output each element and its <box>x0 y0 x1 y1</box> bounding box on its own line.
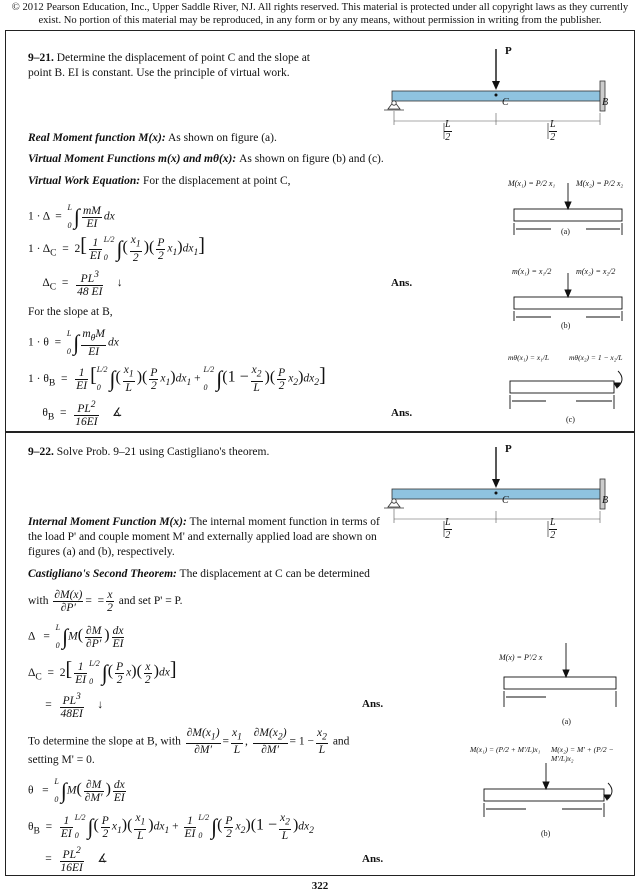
virtual-moment-text: As shown on figure (b) and (c). <box>239 153 384 165</box>
point-c-label: C <box>502 495 509 506</box>
hand-c1-right: mθ(x₂) = 1 − x₂/L <box>569 353 623 362</box>
eq-partial-derivative: with $\frac{\partial M(x)}{\partial P'}$ = = $\frac{x}{2}$ and set P' = P. <box>28 589 183 614</box>
and-text: and <box>332 735 350 748</box>
hand-b2-right: M(x₂) = M' + (P/2 − M'/L)x₂ <box>551 745 614 763</box>
answer-label-4: Ans. <box>362 853 384 865</box>
problem-9-22-box <box>5 432 635 876</box>
virtual-moment-line <box>28 152 384 167</box>
hand-b1-label: (b) <box>561 321 571 330</box>
castigliano-line <box>28 567 380 582</box>
internal-moment-paragraph <box>28 515 380 560</box>
eq-castigliano-delta-c: $\Delta_C = 2$[ $\frac{1}{EI}$ L/2 0 ∫( $\frac{P}{2}$ x)( $\frac{x}{2}$ )dx] <box>28 658 177 686</box>
slope-intro-text: To determine the slope at B, with <box>28 735 181 748</box>
hand-b2-label: (b) <box>541 829 551 838</box>
span-label-right: $\frac{L}{2}$ <box>550 119 556 143</box>
problem-text: Determine the displacement of point C and the slope at point B. EI is constant. Use the principle of virtual work. <box>28 52 310 79</box>
answer-label-3: Ans. <box>362 698 384 710</box>
internal-moment-text: The internal moment function in terms of the load P' and couple moment M' and externally applied load are shown on figures (a) and (b), respectively. <box>28 516 380 558</box>
page-number: 322 <box>311 880 329 892</box>
eq-theta-b-result: $\theta_B$ = $\frac{PL^2}{16EI}$ ∡ <box>28 399 123 428</box>
virtual-work-text: For the displacement at point C, <box>142 175 291 187</box>
eq-slope-b: $1 \cdot \theta_B$ = $\frac{1}{EI}$ [ L/2 0 ∫( $\frac{x_1}{L}$ )( $\frac{P}{2}$ $x_1)dx_1$ + L/2 0 ∫(1 − $\frac{x_2}{L}$ )( $\frac{P}{2}$ $x_2)dx_2$] <box>28 364 326 394</box>
set-text: and set P' = P. <box>118 595 183 608</box>
slope-intro: For the slope at B, <box>28 306 113 318</box>
virtual-work-heading: Virtual Work Equation: <box>28 175 141 187</box>
hand-a2-label: (a) <box>562 717 571 726</box>
eq-castigliano-delta: Δ = L 0 ∫M( $\frac{\partial M}{\partial P'}$ ) $\frac{dx}{EI}$ <box>28 623 124 650</box>
hand-c1-left: mθ(x₁) = x₁/L <box>508 353 550 362</box>
point-b-label: B <box>602 97 609 108</box>
span-label-right: $\frac{L}{2}$ <box>550 517 556 541</box>
castigliano-text: The displacement at C can be determined <box>179 568 370 580</box>
hand-a2-left: M(x) = P'/2 x <box>499 653 543 662</box>
point-b-label: B <box>602 495 609 506</box>
eq-castigliano-theta-b: $\theta_B$ = $\frac{1}{EI}$ L/2 0 ∫( $\frac{P}{2}$ $x_1$)( $\frac{x_1}{L}$ )$dx_1$ + $\frac{1}{EI}$ L/2 0 ∫( $\frac{P}{2}$ $x_2)(1$ − $\frac{x_2}{L}$ )$dx_2$ <box>28 812 314 842</box>
eq-virtual-work: 1 · Δ = L 0 ∫ $\frac{mM}{EI}$ dx <box>28 203 115 230</box>
span-label-left: $\frac{L}{2}$ <box>445 119 451 143</box>
handwritten-diagrams-9-22 <box>466 623 636 843</box>
problem-9-21-statement <box>28 51 313 81</box>
problem-9-21-box <box>5 30 635 432</box>
eq-delta-c-result: $\Delta_C$ = $\frac{PL^3}{48 EI}$ ↓ <box>28 269 123 298</box>
problem-number: 9–21. <box>28 52 54 64</box>
copyright-header <box>0 1 640 27</box>
internal-moment-heading: Internal Moment Function M(x): <box>28 516 187 528</box>
eq-castigliano-theta-result: = $\frac{PL^2}{16EI}$ ∡ <box>28 845 108 874</box>
hand-b1-left: m(x₁) = x₁/2 <box>512 267 552 276</box>
real-moment-heading: Real Moment function M(x): <box>28 132 166 144</box>
problem-text: Solve Prob. 9–21 using Castigliano's theorem. <box>56 446 270 458</box>
real-moment-line <box>28 131 277 146</box>
span-label-left: $\frac{L}{2}$ <box>445 517 451 541</box>
eq-castigliano-delta-result: = $\frac{PL^3}{48EI}$ ↓ <box>28 691 104 720</box>
eq-castigliano-theta: θ = L 0 ∫M( $\frac{\partial M}{\partial M'}$ ) $\frac{dx}{EI}$ <box>28 777 125 804</box>
virtual-moment-heading: Virtual Moment Functions m(x) and mθ(x): <box>28 153 237 165</box>
eq-slope-partials: To determine the slope at B, with $\frac{\partial M(x_1)}{\partial M'}$ = $\frac{x_1}{L}$ , $\frac{\partial M(x_2)}{\partial M'}$ = 1 − $\frac{x_2}{L}$ and <box>28 727 350 757</box>
handwritten-diagrams-9-21 <box>506 171 631 426</box>
setting-text: setting M' = 0. <box>28 754 95 766</box>
point-c-label: C <box>502 97 509 108</box>
real-moment-text: As shown on figure (a). <box>167 132 277 144</box>
problem-9-22-statement <box>28 445 328 460</box>
copyright-line-1: © 2012 Pearson Education, Inc., Upper Saddle River, NJ. All rights reserved. This material is protected under all copyright laws as they currently <box>11 2 629 13</box>
hand-c1-label: (c) <box>566 415 575 424</box>
load-label: P <box>505 45 512 57</box>
hand-a1-right: M(x₂) = P/2 x₂ <box>576 179 624 188</box>
hand-a1-label: (a) <box>561 227 570 236</box>
problem-number: 9–22. <box>28 446 54 458</box>
castigliano-heading: Castigliano's Second Theorem: <box>28 568 177 580</box>
hand-b2-left: M(x₁) = (P/2 + M'/L)x₁ <box>470 745 541 754</box>
copyright-line-2: exist. No portion of this material may be reproduced, in any form or by any means, without permission in writing from the publisher. <box>38 15 602 26</box>
answer-label-1: Ans. <box>391 277 413 289</box>
hand-a1-left: M(x₁) = P/2 x₁ <box>508 179 556 188</box>
eq-displacement-c: $1 \cdot \Delta_C = 2$[ $\frac{1}{EI}$ L/2 0 ∫( $\frac{x_1}{2}$ )( $\frac{P}{2}$ $x_1)dx_1$] <box>28 234 205 264</box>
with-text: with <box>28 595 49 608</box>
answer-label-2: Ans. <box>391 407 413 419</box>
load-label: P <box>505 443 512 455</box>
hand-b1-right: m(x₂) = x₂/2 <box>576 267 616 276</box>
virtual-work-line <box>28 174 291 189</box>
eq-slope-virtual-work: 1 · θ = L 0 ∫ $\frac{m_\theta M}{EI}$ dx <box>28 328 119 358</box>
